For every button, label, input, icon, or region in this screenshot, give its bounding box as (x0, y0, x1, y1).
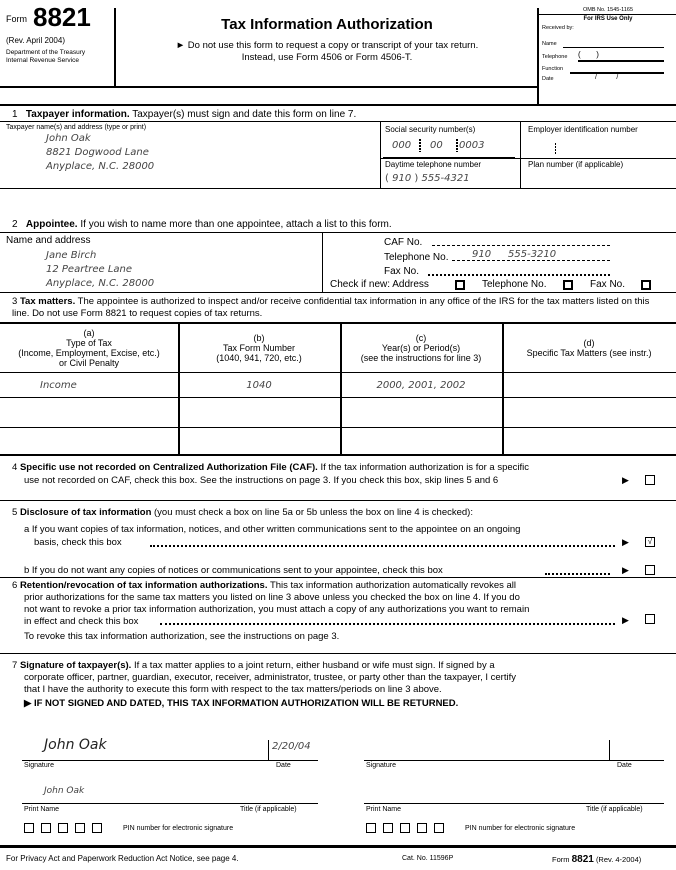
section2-title (12, 219, 392, 230)
signature-warning: IF NOT SIGNED AND DATED, THIS TAX INFORMATION AUTHORIZATION WILL BE RETURNED. (33, 698, 459, 709)
pin-digit-box[interactable] (58, 823, 68, 833)
section-heading: Retention/revocation of tax information authorizations. (19, 580, 268, 591)
table-cell[interactable]: 2000, 2001, 2002 (376, 380, 466, 391)
section6-checkbox[interactable] (645, 614, 655, 624)
signature-label: Signature (366, 762, 396, 769)
pin-digit-box[interactable] (366, 823, 376, 833)
section4-line1 (12, 462, 529, 473)
service: Internal Revenue Service (6, 57, 79, 64)
column-header-line: (Income, Employment, Excise, etc.) (18, 348, 160, 358)
section-heading: Tax matters. (19, 296, 76, 307)
irs-date-slashes: / / (595, 74, 619, 81)
section-number: 2 (12, 219, 18, 230)
phone-number[interactable]: 555-4321 (421, 173, 470, 184)
received-by-label: Received by: (542, 25, 574, 31)
column-letter: (d) (583, 338, 595, 348)
column-header-line: (see the instructions for line 3) (360, 353, 482, 363)
section3-text: The appointee is authorized to inspect and/or receive confidential tax information in any office of the IRS for the tax matters listed on this line. Do not use Form 8821 to request copies of tax returns. (12, 296, 650, 319)
appointee-telephone-label: Telephone No. (384, 252, 449, 263)
section-number: 3 (12, 296, 18, 307)
catalog-number: Cat. No. 11596P (402, 855, 454, 862)
pin-label: PIN number for electronic signature (465, 825, 576, 832)
signature-value[interactable]: John Oak (44, 737, 107, 753)
appointee-fax-label: Fax No. (384, 266, 420, 277)
subtitle: ► Do not use this form to request a copy or transcript of your tax return. (175, 40, 479, 51)
pin-label: PIN number for electronic signature (123, 825, 234, 832)
section-heading: Specific use not recorded on Centralized Authorization File (CAF). (19, 462, 318, 473)
column-header-line: Tax Form Number (222, 343, 295, 353)
form-label: Form (6, 14, 27, 24)
line5b-text: b If you do not want any copies of notices or communications sent to your appointee, check this box (24, 565, 443, 576)
footer-revision: (Rev. 4-2004) (595, 855, 642, 864)
appointee-telephone-area[interactable]: 910 (472, 249, 492, 260)
table-cell[interactable]: Income (40, 380, 77, 391)
pin-digit-box[interactable] (75, 823, 85, 833)
ssn-part3[interactable]: 0003 (459, 140, 485, 151)
section-text: If a tax matter applies to a joint return, either husband or wife must sign. If signed by a (133, 660, 495, 671)
section-text: If the tax information authorization is for a specific (320, 462, 530, 473)
pin-digit-box[interactable] (92, 823, 102, 833)
appointee-name-label: Name and address (6, 235, 91, 246)
column-header (178, 333, 340, 363)
appointee-telephone-number[interactable]: 555-3210 (508, 249, 557, 260)
check-new-fax-checkbox[interactable] (641, 280, 651, 290)
section4-checkbox[interactable] (645, 475, 655, 485)
pin-digit-box[interactable] (417, 823, 427, 833)
pin-digit-box[interactable] (434, 823, 444, 833)
print-name-label: Print Name (24, 806, 60, 813)
column-header (340, 333, 502, 363)
pin-digit-box[interactable] (24, 823, 34, 833)
taxpayer-name-value[interactable]: John Oak (46, 133, 91, 144)
ssn-label: Social security number(s) (385, 125, 476, 134)
column-header-line: Specific Tax Matters (see instr.) (526, 348, 652, 358)
section-heading: Disclosure of tax information (19, 507, 152, 518)
arrow-icon: ▶ (622, 475, 629, 485)
section-heading: Taxpayer information. (25, 109, 130, 120)
section6-line2: prior authorizations for the same tax matters you listed on line 3 above unless you checked the box on line 4. If you do (24, 592, 520, 603)
section-number: 7 (12, 660, 18, 671)
section7-line3: that I have the authority to execute this form with respect to the tax matters/periods on line 3 above. (24, 684, 442, 695)
check-new-fax-label: Fax No. (590, 279, 626, 290)
column-letter: (c) (415, 333, 427, 343)
section6-line1 (12, 580, 516, 591)
revoke-note: To revoke this tax information authorization, see the instructions on page 3. (24, 631, 340, 642)
column-header-line: (1040, 941, 720, etc.) (216, 353, 302, 363)
section-text: This tax information authorization automatically revokes all (269, 580, 517, 591)
section-heading: Signature of taxpayer(s). (19, 660, 132, 671)
irs-function-label: Function (542, 66, 564, 72)
omb-number: OMB No. 1545-1165 (582, 7, 634, 13)
taxpayer-city-value[interactable]: Anyplace, N.C. 28000 (46, 161, 155, 172)
appointee-address-value[interactable]: 12 Peartree Lane (46, 264, 133, 275)
column-header (0, 328, 178, 368)
taxpayer-name-label: Taxpayer name(s) and address (type or print) (6, 124, 147, 131)
arrow-icon: ▶ (24, 698, 32, 709)
column-header (502, 338, 676, 358)
footer-form-label: Form (552, 855, 570, 864)
appointee-name-value[interactable]: Jane Birch (46, 250, 97, 261)
signature-label: Signature (24, 762, 54, 769)
section4-line2: use not recorded on CAF, check this box. See the instructions on page 3. If you check this box, skip lines 5 and 6 (24, 475, 499, 486)
line5a-text2: basis, check this box (34, 537, 122, 548)
caf-label: CAF No. (384, 237, 423, 248)
section-number: 1 (12, 109, 18, 120)
section-number: 6 (12, 580, 18, 591)
section-number: 5 (12, 507, 18, 518)
revision: (Rev. April 2004) (6, 36, 65, 45)
pin-digit-box[interactable] (41, 823, 51, 833)
irs-telephone-label: Telephone (542, 54, 568, 60)
ssn-part1[interactable]: 000 (392, 140, 412, 151)
section5-title (12, 507, 473, 518)
check-new-telephone-label: Telephone No. (482, 279, 547, 290)
column-header-line: Year(s) or Period(s) (381, 343, 461, 353)
section-heading: Appointee. (25, 219, 78, 230)
section-text: (you must check a box on line 5a or 5b unless the box on line 4 is checked): (154, 507, 473, 518)
department: Department of the Treasury (6, 49, 86, 56)
check-new-telephone-checkbox[interactable] (563, 280, 573, 290)
line5a-checkbox[interactable]: √ (645, 537, 655, 547)
irs-name-label: Name (542, 41, 557, 47)
privacy-notice: For Privacy Act and Paperwork Reduction Act Notice, see page 4. (6, 854, 239, 863)
section6-line4: in effect and check this box (24, 616, 139, 627)
column-letter: (b) (253, 333, 265, 343)
form-number: 8821 (33, 2, 91, 32)
arrow-icon: ▶ (622, 565, 629, 575)
phone-area-code[interactable]: 910 (392, 173, 412, 184)
taxpayer-address-value[interactable]: 8821 Dogwood Lane (46, 147, 149, 158)
print-name-value[interactable]: John Oak (44, 786, 85, 796)
section6-line3: not want to revoke a prior tax information authorization, you must attach a copy of any authorizations you want to remain (24, 604, 530, 615)
date-label: Date (276, 762, 291, 769)
footer-form-number: 8821 (571, 854, 594, 865)
table-cell[interactable]: 1040 (246, 380, 272, 391)
column-letter: (a) (83, 328, 95, 338)
section-number: 4 (12, 462, 18, 473)
subtitle: Instead, use Form 4506 or Form 4506-T. (241, 52, 413, 63)
arrow-icon: ▶ (622, 537, 629, 547)
plan-number-label: Plan number (if applicable) (528, 160, 624, 169)
section7-line2: corporate officer, partner, guardian, executor, receiver, administrator, trustee, or party other than the taxpayer, I certify (24, 672, 516, 683)
pin-digit-box[interactable] (383, 823, 393, 833)
irs-date-label: Date (542, 76, 554, 82)
section-text: If you wish to name more than one appointee, attach a list to this form. (80, 219, 392, 230)
signature-date-value[interactable]: 2/20/04 (272, 741, 311, 752)
ssn-part2[interactable]: 00 (430, 140, 443, 151)
line5a-text: a If you want copies of tax information, notices, and other written communications sent to the appointee on an ongoing (24, 524, 521, 535)
page-title: Tax Information Authorization (221, 16, 433, 33)
phone-label: Daytime telephone number (385, 160, 482, 169)
title-label: Title (if applicable) (240, 806, 297, 813)
column-header-line: or Civil Penalty (58, 358, 120, 368)
irs-telephone-parens: ( ) (578, 50, 599, 59)
print-name-label: Print Name (366, 806, 402, 813)
line5b-checkbox[interactable] (645, 565, 655, 575)
irs-use-only: For IRS Use Only (583, 16, 633, 22)
ein-label: Employer identification number (528, 125, 638, 134)
title-label: Title (if applicable) (586, 806, 643, 813)
section-text: Taxpayer(s) must sign and date this form on line 7. (132, 109, 357, 120)
appointee-city-value[interactable]: Anyplace, N.C. 28000 (46, 278, 155, 289)
section7-line1 (12, 660, 495, 671)
date-label: Date (617, 762, 632, 769)
column-header-line: Type of Tax (66, 338, 112, 348)
pin-digit-box[interactable] (400, 823, 410, 833)
check-new-address-checkbox[interactable] (455, 280, 465, 290)
check-new-address-label: Check if new: Address (330, 279, 429, 290)
arrow-icon: ▶ (622, 615, 629, 625)
section1-title (12, 109, 356, 120)
